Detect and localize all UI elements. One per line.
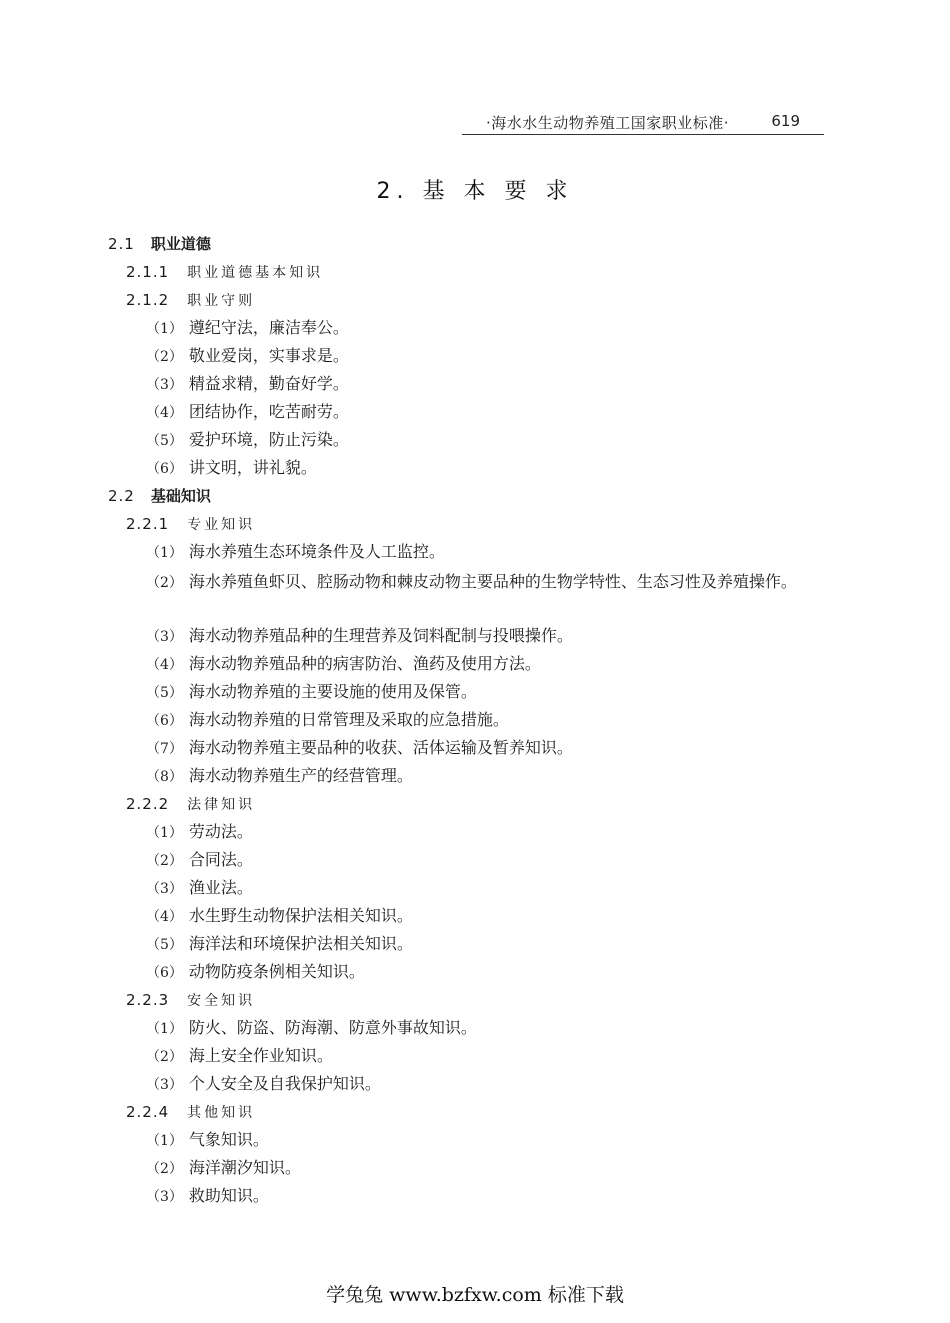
item-number: （5） xyxy=(146,937,183,953)
item-text: 水生野生动物保护法相关知识。 xyxy=(188,906,413,925)
section-title: 安全知识 xyxy=(187,993,256,1009)
footer-watermark: 学兔兔 www.bzfxw.com 标准下载 xyxy=(326,1284,624,1306)
list-item xyxy=(0,400,950,428)
list-item xyxy=(0,344,950,372)
list-item xyxy=(0,960,950,988)
item-number: （3） xyxy=(146,629,183,645)
section-2-1-heading xyxy=(0,232,950,260)
list-item xyxy=(0,848,950,876)
item-text: 渔业法。 xyxy=(188,878,253,897)
page-number: 619 xyxy=(771,112,800,130)
item-text: 团结协作，吃苦耐劳。 xyxy=(188,402,349,421)
item-number: （2） xyxy=(146,349,183,365)
section-title: 职业道德基本知识 xyxy=(187,265,324,281)
section-title: 职业守则 xyxy=(187,293,256,309)
item-text: 防火、防盗、防海潮、防意外事故知识。 xyxy=(188,1018,477,1037)
section-title: 职业道德 xyxy=(150,235,211,253)
item-text: 敬业爱岗，实事求是。 xyxy=(188,346,349,365)
list-item xyxy=(0,708,950,736)
item-text: 气象知识。 xyxy=(188,1130,269,1149)
item-text: 海水动物养殖生产的经营管理。 xyxy=(188,766,413,785)
section-title: 其他知识 xyxy=(187,1105,256,1121)
section-2-1-2-heading xyxy=(0,288,950,316)
list-item xyxy=(0,904,950,932)
list-item xyxy=(0,316,950,344)
section-2-2-4-heading xyxy=(0,1100,950,1128)
item-number: （2） xyxy=(146,575,183,591)
item-number: （3） xyxy=(146,1077,183,1093)
list-item xyxy=(0,428,950,456)
section-number: 2.2 xyxy=(108,487,135,505)
list-item xyxy=(0,1156,950,1184)
item-text: 海水养殖鱼虾贝、腔肠动物和棘皮动物主要品种的生物学特性、生态习性及养殖操作。 xyxy=(188,572,797,591)
item-text: 救助知识。 xyxy=(188,1186,269,1205)
list-item xyxy=(0,876,950,904)
section-number: 2.2.2 xyxy=(126,795,170,813)
list-item xyxy=(0,764,950,792)
item-number: （1） xyxy=(146,1021,183,1037)
list-item xyxy=(0,820,950,848)
section-number: 2.1.2 xyxy=(126,291,170,309)
list-item xyxy=(0,540,950,568)
section-2-2-3-heading xyxy=(0,988,950,1016)
section-number: 2.1 xyxy=(108,235,135,253)
item-number: （8） xyxy=(146,769,183,785)
item-number: （5） xyxy=(146,433,183,449)
list-item xyxy=(0,456,950,484)
section-2-2-1-heading xyxy=(0,512,950,540)
list-item xyxy=(0,1072,950,1100)
item-text: 讲文明，讲礼貌。 xyxy=(188,458,317,477)
item-text: 海水动物养殖主要品种的收获、活体运输及暂养知识。 xyxy=(188,738,573,757)
section-number: 2.2.3 xyxy=(126,991,170,1009)
item-text: 个人安全及自我保护知识。 xyxy=(188,1074,381,1093)
item-number: （6） xyxy=(146,461,183,477)
list-item xyxy=(0,1016,950,1044)
section-number: 2.2.1 xyxy=(126,515,170,533)
item-text: 海水动物养殖品种的生理营养及饲料配制与投喂操作。 xyxy=(188,626,573,645)
list-item xyxy=(0,372,950,400)
item-text: 海洋潮汐知识。 xyxy=(188,1158,301,1177)
item-text: 海水动物养殖的主要设施的使用及保管。 xyxy=(188,682,477,701)
document-body xyxy=(0,232,950,1212)
list-item xyxy=(0,568,848,624)
item-text: 海水养殖生态环境条件及人工监控。 xyxy=(188,542,445,561)
item-number: （3） xyxy=(146,881,183,897)
item-number: （4） xyxy=(146,909,183,925)
chapter-title: 2. 基 本 要 求 xyxy=(376,179,574,204)
item-number: （1） xyxy=(146,545,183,561)
section-2-1-1-heading xyxy=(0,260,950,288)
item-number: （6） xyxy=(146,965,183,981)
list-item xyxy=(0,652,950,680)
item-number: （4） xyxy=(146,405,183,421)
section-number: 2.1.1 xyxy=(126,263,170,281)
item-text: 海水动物养殖的日常管理及采取的应急措施。 xyxy=(188,710,509,729)
item-text: 海上安全作业知识。 xyxy=(188,1046,333,1065)
section-number: 2.2.4 xyxy=(126,1103,170,1121)
list-item xyxy=(0,1128,950,1156)
item-text: 劳动法。 xyxy=(188,822,253,841)
running-header xyxy=(462,112,824,135)
item-text: 海水动物养殖品种的病害防治、渔药及使用方法。 xyxy=(188,654,541,673)
section-title: 法律知识 xyxy=(187,797,256,813)
list-item xyxy=(0,736,950,764)
section-title: 专业知识 xyxy=(187,517,256,533)
item-number: （1） xyxy=(146,1133,183,1149)
item-number: （2） xyxy=(146,1049,183,1065)
section-title: 基础知识 xyxy=(150,487,211,505)
item-number: （7） xyxy=(146,741,183,757)
item-number: （3） xyxy=(146,377,183,393)
section-2-2-heading xyxy=(0,484,950,512)
item-number: （3） xyxy=(146,1189,183,1205)
section-2-2-2-heading xyxy=(0,792,950,820)
item-number: （1） xyxy=(146,825,183,841)
running-title: ·海水水生动物养殖工国家职业标准· xyxy=(486,114,730,132)
item-number: （1） xyxy=(146,321,183,337)
item-text: 遵纪守法，廉洁奉公。 xyxy=(188,318,349,337)
item-number: （4） xyxy=(146,657,183,673)
item-number: （6） xyxy=(146,713,183,729)
list-item xyxy=(0,624,950,652)
item-number: （2） xyxy=(146,1161,183,1177)
item-text: 爱护环境，防止污染。 xyxy=(188,430,349,449)
item-number: （5） xyxy=(146,685,183,701)
item-text: 合同法。 xyxy=(188,850,253,869)
item-text: 海洋法和环境保护法相关知识。 xyxy=(188,934,413,953)
item-text: 动物防疫条例相关知识。 xyxy=(188,962,365,981)
list-item xyxy=(0,932,950,960)
list-item xyxy=(0,680,950,708)
item-text: 精益求精，勤奋好学。 xyxy=(188,374,349,393)
list-item xyxy=(0,1044,950,1072)
item-number: （2） xyxy=(146,853,183,869)
list-item xyxy=(0,1184,950,1212)
